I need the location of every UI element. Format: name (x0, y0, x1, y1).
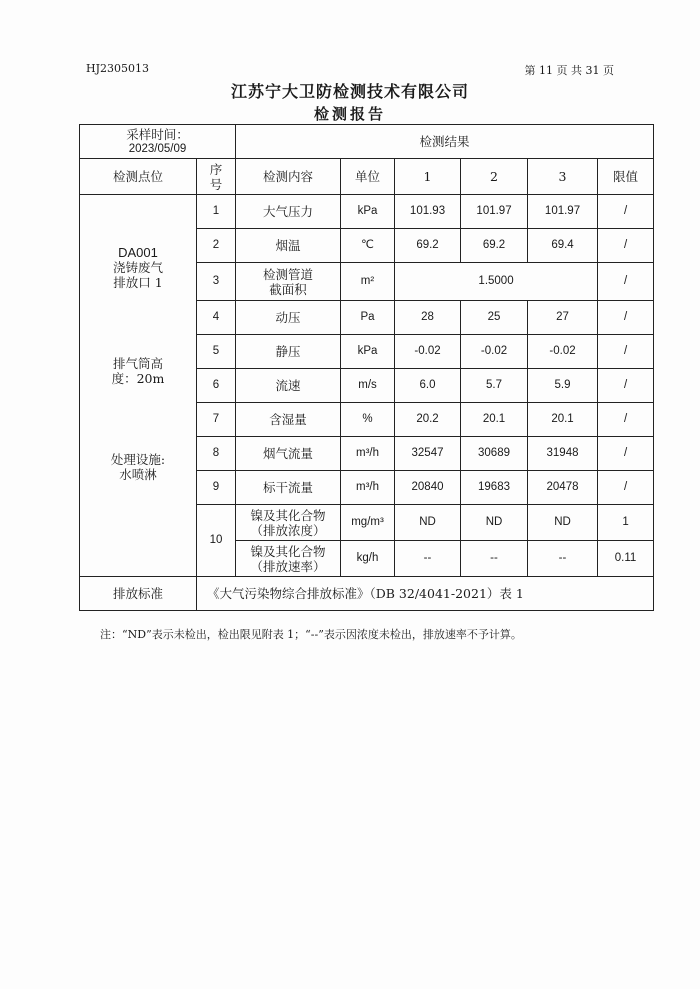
item: 静压 (236, 335, 341, 369)
facility-line2: 水喷淋 (119, 467, 157, 482)
value-2: 69.2 (461, 229, 528, 263)
unit: m² (341, 263, 395, 301)
item (236, 263, 341, 301)
value-3: 27 (528, 301, 598, 335)
limit: / (598, 195, 654, 229)
value-3: 5.9 (528, 369, 598, 403)
report-id: HJ2305013 (86, 62, 149, 75)
item: 烟气流量 (236, 437, 341, 471)
value-1: 28 (395, 301, 461, 335)
sample-date: 2023/05/09 (128, 142, 187, 155)
standard-row (80, 577, 654, 611)
value-2: 101.97 (461, 195, 528, 229)
col-item: 检测内容 (236, 159, 341, 195)
item: 标干流量 (236, 471, 341, 505)
seq: 3 (197, 263, 236, 301)
limit: / (598, 229, 654, 263)
value-1: ND (395, 505, 461, 541)
item-line2: （排放浓度） (250, 522, 326, 538)
col-point: 检测点位 (80, 159, 197, 195)
value-3: 101.97 (528, 195, 598, 229)
standard-label: 排放标准 (80, 577, 197, 611)
limit: / (598, 403, 654, 437)
value-2: 20.1 (461, 403, 528, 437)
unit: m³/h (341, 471, 395, 505)
limit: / (598, 263, 654, 301)
value-2: 5.7 (461, 369, 528, 403)
col-seq-line1: 序 (209, 161, 223, 177)
point-code: DA001 (118, 245, 158, 260)
column-header-row (80, 159, 654, 195)
unit: % (341, 403, 395, 437)
results-table (79, 124, 654, 611)
seq: 8 (197, 437, 236, 471)
col-seq-line2: 号 (209, 176, 223, 192)
sample-time-cell (80, 125, 236, 159)
company-name: 江苏宁大卫防检测技术有限公司 (230, 82, 469, 101)
unit: kPa (341, 195, 395, 229)
unit: mg/m³ (341, 505, 395, 541)
stack-height-line1: 排气筒高 (112, 356, 163, 371)
item-line2: 截面积 (269, 281, 307, 297)
limit: / (598, 437, 654, 471)
col-unit: 单位 (341, 159, 395, 195)
col-limit: 限值 (598, 159, 654, 195)
item-line2: （排放速率） (250, 558, 326, 574)
standard-text: 《大气污染物综合排放标准》（DB 32/4041-2021）表 1 (197, 577, 654, 611)
limit: / (598, 301, 654, 335)
value-1: 32547 (395, 437, 461, 471)
value-3: -0.02 (528, 335, 598, 369)
unit: m³/h (341, 437, 395, 471)
table-row (80, 195, 654, 229)
col-seq (197, 159, 236, 195)
limit: / (598, 335, 654, 369)
item: 流速 (236, 369, 341, 403)
merged-value: 1.5000 (395, 263, 598, 301)
col-1: 1 (395, 159, 461, 195)
value-1: 101.93 (395, 195, 461, 229)
value-2: 25 (461, 301, 528, 335)
facility-line1: 处理设施: (110, 452, 166, 467)
value-1: -0.02 (395, 335, 461, 369)
col-3: 3 (528, 159, 598, 195)
item-line1: 检测管道 (263, 266, 314, 282)
value-1: 20.2 (395, 403, 461, 437)
sample-time-label: 采样时间： (126, 126, 189, 142)
col-2: 2 (461, 159, 528, 195)
value-2: 30689 (461, 437, 528, 471)
value-2: -0.02 (461, 335, 528, 369)
seq: 2 (197, 229, 236, 263)
seq: 6 (197, 369, 236, 403)
point-cell (80, 195, 197, 577)
unit: kPa (341, 335, 395, 369)
item: 含湿量 (236, 403, 341, 437)
seq: 10 (197, 505, 236, 577)
page-number: 第 11 页 共 31 页 (524, 64, 614, 77)
unit: ℃ (341, 229, 395, 263)
item: 动压 (236, 301, 341, 335)
value-2: -- (461, 541, 528, 577)
seq: 9 (197, 471, 236, 505)
value-1: 69.2 (395, 229, 461, 263)
limit: / (598, 369, 654, 403)
results-header: 检测结果 (236, 125, 654, 159)
unit: kg/h (341, 541, 395, 577)
table-header-row (80, 125, 654, 159)
value-3: 20.1 (528, 403, 598, 437)
value-3: ND (528, 505, 598, 541)
item (236, 541, 341, 577)
point-name-line2: 排放口 1 (113, 275, 163, 290)
seq: 7 (197, 403, 236, 437)
seq: 4 (197, 301, 236, 335)
point-name-line1: 浇铸废气 (112, 260, 163, 275)
stack-height-line2: 度：20m (111, 371, 165, 386)
item: 大气压力 (236, 195, 341, 229)
report-title: 检测报告 (313, 105, 386, 123)
limit: / (598, 471, 654, 505)
unit: Pa (341, 301, 395, 335)
limit: 0.11 (598, 541, 654, 577)
unit: m/s (341, 369, 395, 403)
value-1: 6.0 (395, 369, 461, 403)
value-3: 20478 (528, 471, 598, 505)
seq: 5 (197, 335, 236, 369)
limit: 1 (598, 505, 654, 541)
seq: 1 (197, 195, 236, 229)
item (236, 505, 341, 541)
item-line1: 镍及其化合物 (250, 543, 326, 559)
item-line1: 镍及其化合物 (250, 507, 326, 523)
footnote: 注：“ND”表示未检出，检出限见附表 1；“--”表示因浓度未检出，排放速率不予计算。 (100, 628, 522, 641)
item: 烟温 (236, 229, 341, 263)
value-2: ND (461, 505, 528, 541)
value-3: 69.4 (528, 229, 598, 263)
value-3: -- (528, 541, 598, 577)
value-3: 31948 (528, 437, 598, 471)
value-1: 20840 (395, 471, 461, 505)
value-1: -- (395, 541, 461, 577)
value-2: 19683 (461, 471, 528, 505)
